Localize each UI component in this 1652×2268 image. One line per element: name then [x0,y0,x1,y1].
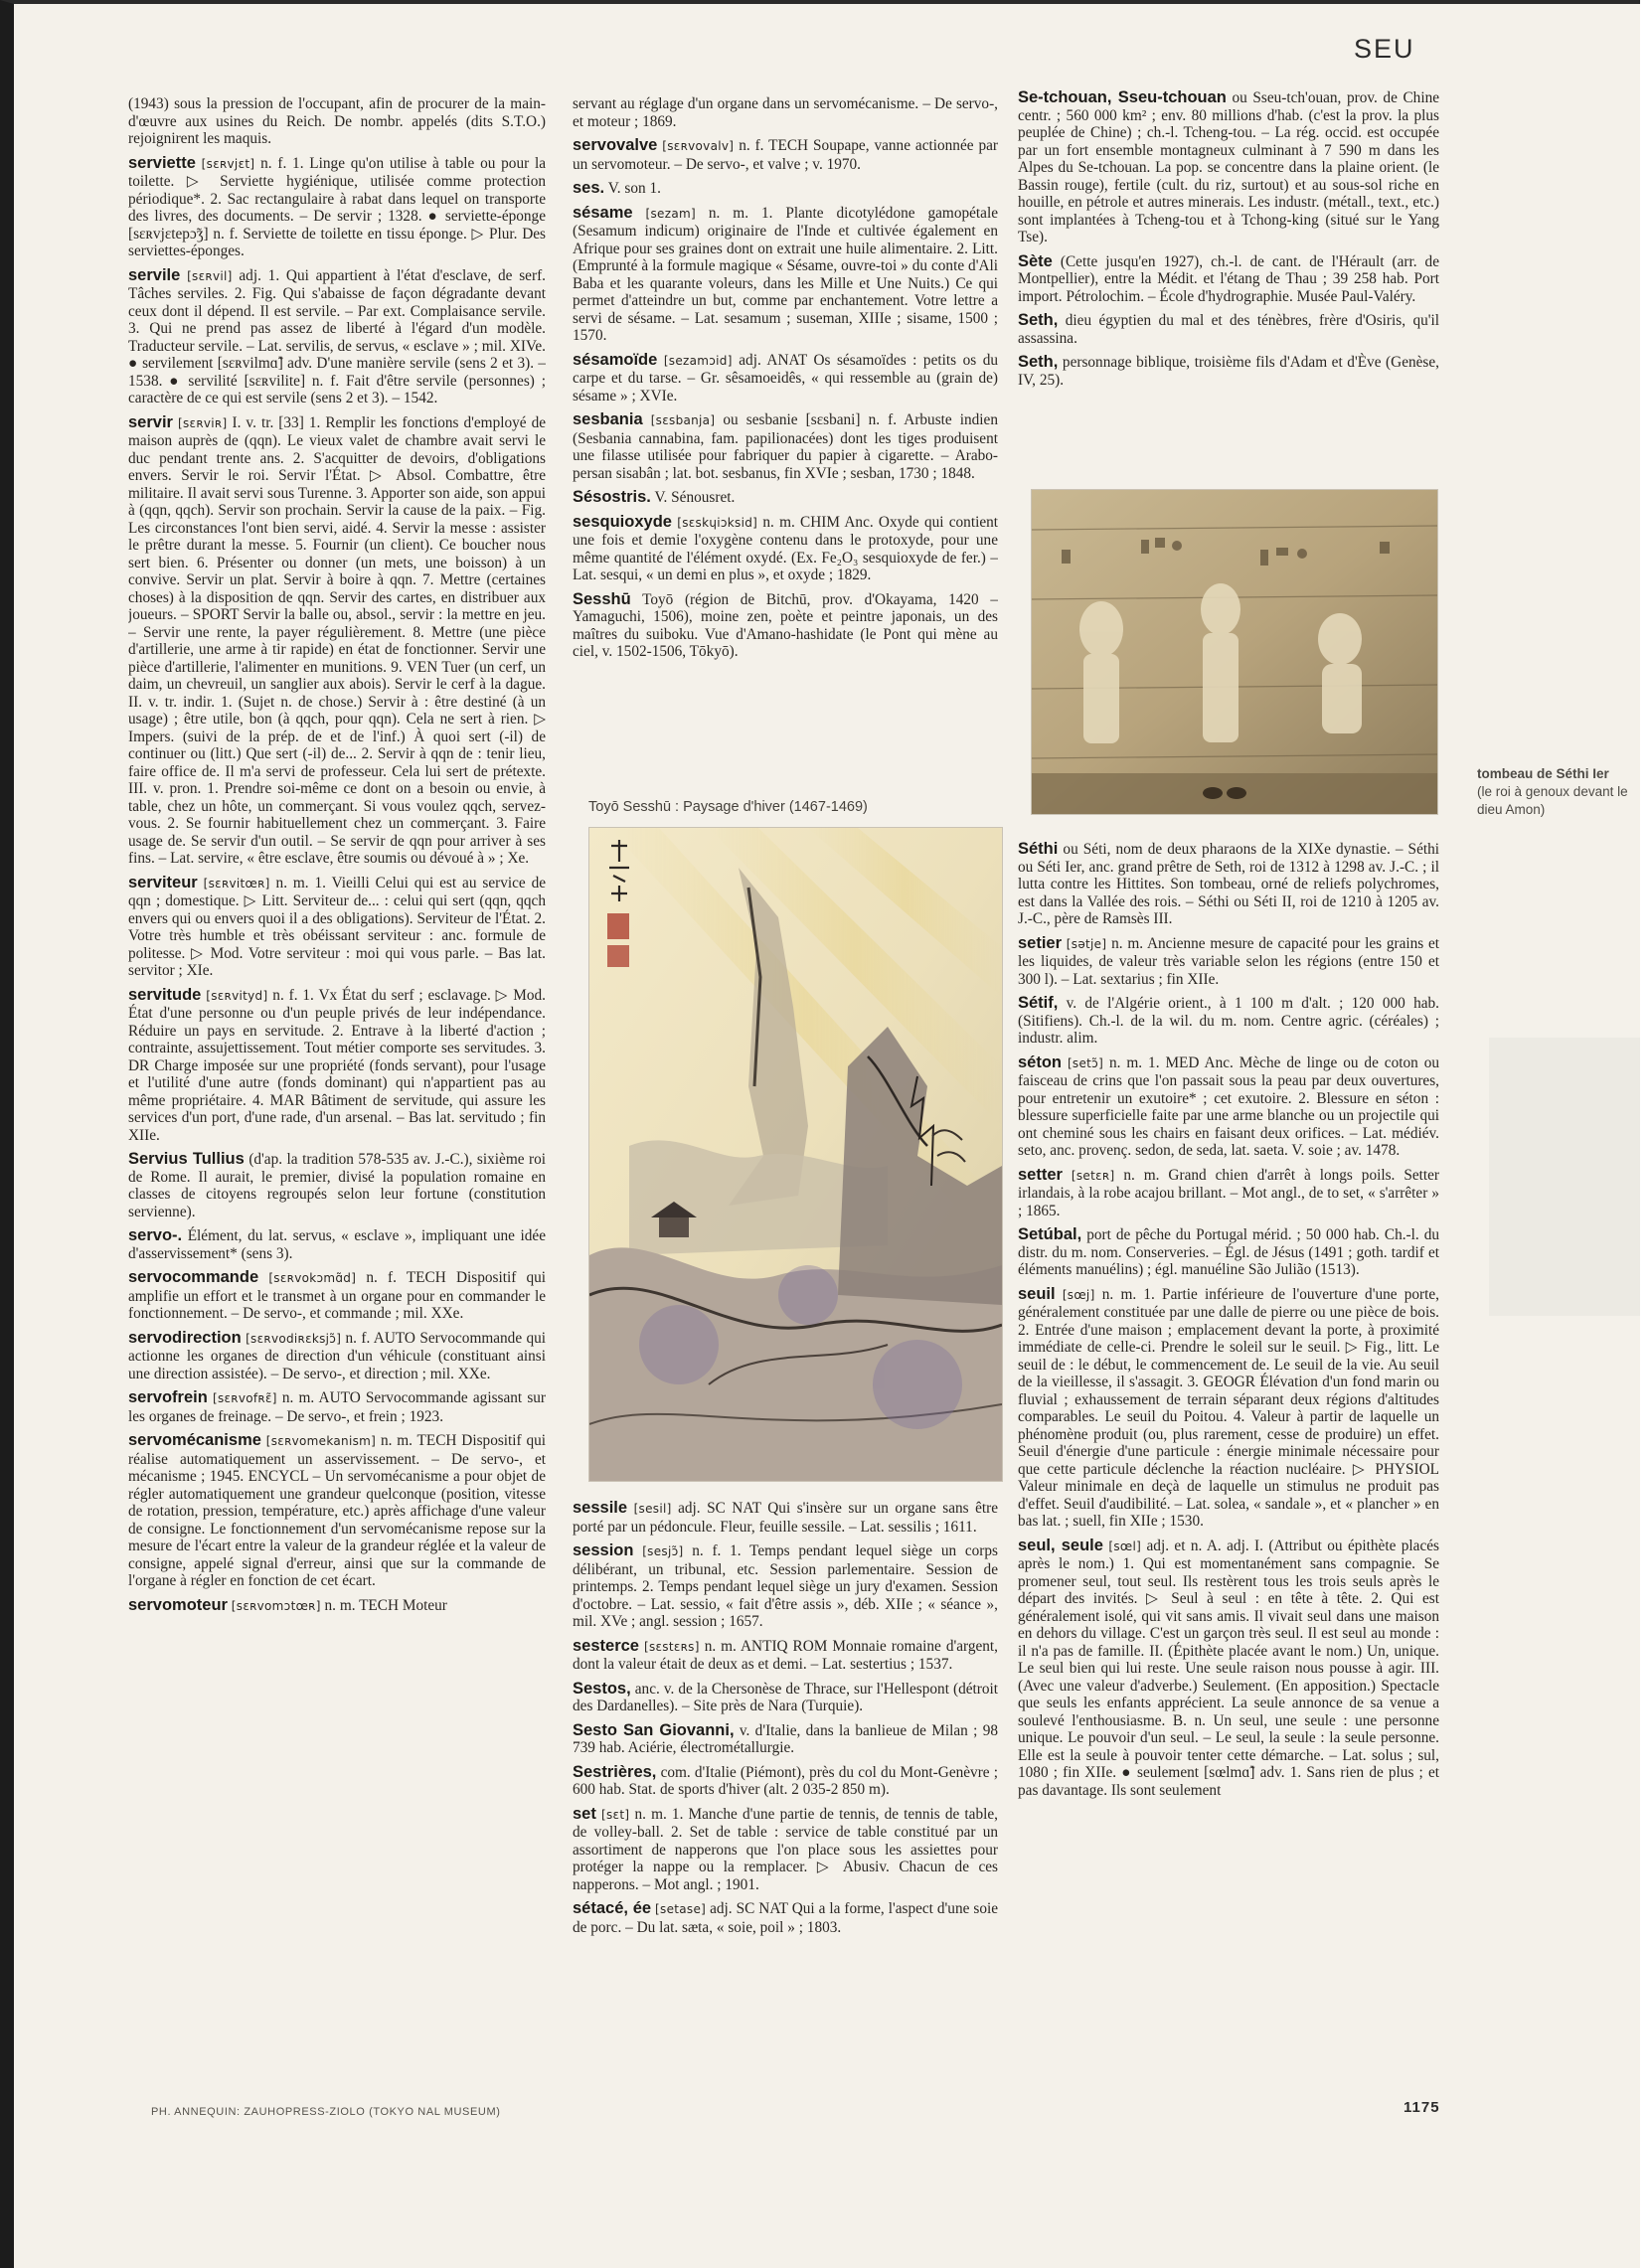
entry-headword: servo-. [128,1226,183,1244]
show-through-mark [1489,1038,1640,1316]
entry-pronunciation: [sɛt] [601,1807,630,1822]
dictionary-entry [573,352,998,405]
entry-definition: I. v. tr. [33] 1. Remplir les fonctions d'employé de maison auprès de (qqn). Le vieux valet de chambre avait servi le duc pendant trente ans. 2. S'acquitter de devoirs, d'obligations envers. Servir le roi. Servir l'État. ▷ Absol. Combattre, être militaire. Il avait servi sous Turenne. 3. Apporter son aide, son appui à (qqn, qqch). Servir son prochain. Servir la cause de la paix. – Fig. Les circonstances l'ont bien servi, aidé. 4. Servir la messe : assister le prêtre durant la messe. 5. Fournir (un client). Ce boucher nous sert bien. 6. Présenter ou donner (un mets, une boisson) à un convive. Servir un plat. Servir à boire à qqn. 7. Mettre (certaines choses) à la disposition de qqn. Servir des cartes, en distribuer aux joueurs. – SPORT Servir la balle ou, absol., servir : la mettre en jeu. – Servir une rente, la payer régulièrement. 8. Mettre (une pièce d'artillerie, une arme à tir rapide) en état de fonctionner. Servir une pièce d'artillerie, l'alimenter en munitions. 9. VEN Tuer (un cerf, un daim, un chevreuil, un sanglier aux abois). Servir le cerf à la dague. II. v. tr. indir. 1. (Sujet n. de chose.) Servir à : être destiné (à un usage) ; être utile, bon (à qqch, pour qqn). Cela ne sert à rien. ▷ Impers. (suivi de la prép. de et de l'inf.) À quoi sert (-il) de continuer ou (litt.) Que sert (-il) de... 2. Servir à qqn de : tenir lieu, faire office de. Il m'a servi de professeur. Cela lui sert de prétexte. III. v. pron. 1. Prendre soi-même ce dont on a besoin ou envie, à table, chez un hôte, un commerçant. Si vous voulez qqch, servez-vous. 2. Se fournir habituellement chez un commerçant. 3. Faire usage de. Se servir d'un outil. – Se servir de qqn pour arriver à ses fins. – Lat. servire, « être esclave, être soumis ou dévoué à » ; Xe. [128,413,546,867]
dictionary-entry [128,1151,546,1220]
entry-headword: Sestos, [573,1679,631,1698]
sethi-tomb-relief-photo [1031,489,1438,815]
entry-definition: Toyō (région de Bitchū, prov. d'Okayama, 1420 – Yamaguchi, 1506), moine zen, poète et peintre japonais, un des maîtres du suiboku. Vue d'Amano-hashidate (le Pont qui mène au ciel, v. 1502-1506, Tōkyō). [573,590,998,660]
entry-definition: V. son 1. [607,180,661,197]
entry-definition: n. f. TECH Dispositif qui amplifie un effort et le transmet à un organe pour en commander le fonctionnement. – De servo-, et commande ; mil. XXe. [128,1269,546,1322]
entry-pronunciation: [sɛʀvityd] [206,988,268,1003]
relief-caption-title: tombeau de Séthi Ier [1477,766,1609,781]
entry-definition: n. f. AUTO Servocommande qui actionne les organes de direction d'un véhicule (constituant ainsi une direction assistée). – De servo-, et direction ; mil. XXe. [128,1329,546,1382]
entry-pronunciation: [sɛskɥiɔksid] [677,515,758,530]
relief-caption-description: (le roi à genoux devant le dieu Amon) [1477,784,1628,817]
entry-headword: Sesshū [573,589,631,608]
entry-headword: sésamoïde [573,350,658,369]
entry-headword: servitude [128,985,202,1004]
entry-headword: Seth, [1018,311,1059,329]
entry-headword: servir [128,412,173,431]
dictionary-entry [1018,1226,1439,1279]
photo-credit: PH. ANNEQUIN: ZAUHOPRESS-ZIOLO (TOKYO NAL MUSEUM) [151,2106,501,2118]
entry-pronunciation: [setɔ̃] [1067,1055,1104,1070]
entry-headword: sétacé, ée [573,1899,652,1917]
entry-headword: ses. [573,179,605,197]
dictionary-entry [1018,995,1439,1048]
entry-definition: n. m. TECH Moteur [324,1596,447,1614]
entry-definition: (d'ap. la tradition 578-535 av. J.-C.), sixième roi de Rome. Il aurait, le premier, divisé la population romaine en classes de citoyens regroupés selon leur fortune (constitution servienne). [128,1151,546,1220]
entry-headword: séton [1018,1053,1063,1071]
entry-definition: n. f. 1. Vx État du serf ; esclavage. ▷ Mod. État d'une personne ou d'un peuple privés de leur indépendance. Réduire un pays en servitude. 2. Entrave à la liberté d'action ; contrainte, assujettissement. Tout métier comporte ses servitudes. 3. DR Charge imposée sur une propriété (fonds servant), pour l'usage et l'utilité d'une autre (fonds dominant) qui n'appartient pas au même propriétaire. 4. MAR Bâtiment de servitude, qui assure les services d'un port, d'une rade, d'un arsenal. – Bas lat. servitudo ; fin XIIe. [128,986,546,1144]
entry-definition: n. m. TECH Dispositif qui réalise automatiquement un asservissement. – De servo-, et mécanisme ; 1945. ENCYCL – Un servomécanisme a pour objet de régler automatiquement une grandeur quelconque (position, vitesse de rotation, pression, température, etc.) après affichage d'une valeur de consigne. Le fonctionnement d'un servomécanisme repose sur la mesure de l'écart entre la valeur de la grandeur réglée et la valeur de consigne, appelé signal d'erreur, ainsi que sur la commande de l'organe à régler en fonction de cet écart. [128,1432,546,1589]
entry-definition: V. Sénousret. [654,489,736,506]
column-3-upper [1018,89,1439,487]
entry-definition: Élément, du lat. servus, « esclave », impliquant une idée d'asservissement* (sens 3). [128,1227,546,1262]
dictionary-entry [573,1764,998,1799]
entry-pronunciation: [sesil] [633,1502,672,1516]
dictionary-entry [573,1900,998,1936]
entry-headword: Sète [1018,251,1053,270]
entry-definition: n. f. 1. Temps pendant lequel siège un corps délibérant, un tribunal, etc. Session parlementaire. Session de printemps. 2. Temps pendant lequel siège un jury d'examen. Session d'octobre. – Lat. sessio, « fait d'être assis », déb. XIIe ; « séance », mil. XVe ; angl. session ; 1657. [573,1542,998,1630]
entry-pronunciation: [setɛʀ] [1071,1168,1115,1183]
dictionary-entry [1018,935,1439,989]
entry-definition: adj. SC NAT Qui a la forme, l'aspect d'une soie de porc. – Du lat. sæta, « soie, poil » ; 1803. [573,1900,998,1936]
entry-definition: n. f. 1. Linge qu'on utilise à table ou pour la toilette. ▷ Serviette hygiénique, utilisée comme protection périodique*. 2. Sac rectangulaire à rabat dans lequel on transporte des livres, des documents. – De servir ; 1328. ● serviette-éponge [sɛʀvjɛtepɔ̃ʒ] n. f. Serviette de toilette en tissu éponge. ▷ Plur. Des serviettes-éponges. [128,154,546,259]
entry-headword: setier [1018,933,1063,952]
dictionary-entry [573,489,998,507]
dictionary-entry [573,1681,998,1715]
entry-definition: dieu égyptien du mal et des ténèbres, frère d'Osiris, qu'il assassina. [1018,312,1439,347]
dictionary-entry [1018,1286,1439,1531]
dictionary-entry [1018,312,1439,347]
entry-definition: n. m. ANTIQ ROM Monnaie romaine d'argent, dont la valeur était de deux as et demi. – Lat. sestertius ; 1537. [573,1637,998,1673]
entry-pronunciation: [sœj] [1062,1287,1095,1302]
entry-pronunciation: [sezam] [645,206,696,221]
entry-definition: (1943) sous la pression de l'occupant, afin de procurer de la main-d'œuvre aux usines du Reich. De nombr. appelés (dits S.T.O.) rejoignirent les maquis. [128,95,546,147]
entry-definition: n. m. 1. Manche d'une partie de tennis, de tennis de table, de volley-ball. 2. Set de table : service de table constitué par un assortiment de napperons que l'on place sous les assiettes pour protéger la nappe ou la remplacer. ▷ Abusiv. Chacun de ces napperons. – Mot angl. ; 1901. [573,1805,998,1893]
relief-illustration [1032,490,1437,814]
dictionary-entry [1018,1054,1439,1160]
running-head: SEU [1354,34,1415,64]
dictionary-entry [573,1500,998,1536]
dictionary-entry [573,137,998,173]
entry-definition: adj. SC NAT Qui s'insère sur un organe sans être porté par un pédoncule. Fleur, feuille sessile. – Lat. sessilis ; 1611. [573,1500,998,1536]
entry-headword: Sestrières, [573,1762,657,1781]
dictionary-entry [573,411,998,482]
sesshu-winter-landscape-painting [588,827,1003,1482]
entry-definition: n. m. 1. Plante dicotylédone gamopétale (Sesamum indicum) originaire de l'Inde et cultivée également en Afrique pour ses graines dont on extrait une huile alimentaire. 2. Litt. (Emprunté à la formule magique « Sésame, ouvre-toi » du conte d'Ali Baba et les quarante voleurs, dans les Mille et Une Nuits.) Ce qui permet d'atteindre un but, comme par enchantement. Votre lettre a servi de sésame. – Lat. sesamum ; suseman, XIIIe ; sisame, 1500 ; 1570. [573,204,998,344]
entry-headword: Setúbal, [1018,1225,1082,1243]
entry-definition: ou sesbanie [sɛsbani] n. f. Arbuste indien (Sesbania cannabina, fam. papilionacées) dont les tiges produisent une filasse utilisée pour fabriquer du papier à cigarette. – Arabo-persan sisabân ; lat. bot. sesbanus, fin XVIe ; sesban, 1730 ; 1848. [573,411,998,482]
entry-headword: Sésostris. [573,488,651,506]
entry-headword: sessile [573,1500,628,1517]
entry-definition: n. m. 1. MED Anc. Mèche de linge ou de coton ou faisceau de crins que l'on passait sous la peau par deux ouvertures, pour entretenir un exutoire* ; cet exutoire. 2. Blessure en séton : blessure superficielle faite par une arme blanche ou un projectile qui ont cheminé sous les chairs en faisant deux orifices. – Lat. médiév. seto, anc. provenç. sedon, de seda, lat. saeta. V. soie ; av. 1478. [1018,1053,1439,1159]
dictionary-entry [128,155,546,260]
entry-headword: servovalve [573,136,658,154]
dictionary-entry [1018,354,1439,389]
entry-definition: adj. ANAT Os sésamoïdes : petits os du carpe et du tarse. – Gr. sêsamoeidês, « qui ressemble au (grain de) sésame » ; XVIe. [573,351,998,405]
entry-pronunciation: [sɛstɛʀs] [643,1639,700,1654]
dictionary-entry [1018,1538,1439,1800]
dictionary-entry [1018,89,1439,246]
entry-definition: n. m. CHIM Anc. Oxyde qui contient une fois et demie l'oxygène contenu dans le protoxyde, pour une même quantité de l'élément oxydé. (Ex. Fe₂O₃ sesquioxyde de fer.) – Lat. sesqui, « un demi en plus », et oxyde ; 1829. [573,513,998,583]
entry-definition: port de pêche du Portugal mérid. ; 50 000 hab. Ch.-l. du distr. du m. nom. Conserveries. – Égl. de Jésus (1491 ; goth. tardif et éléments manuélins) ; égl. manuéline São Julião (1513). [1018,1226,1439,1278]
entry-headword: setter [1018,1165,1063,1184]
dictionary-entry [1018,1167,1439,1220]
entry-definition: n. m. AUTO Servocommande agissant sur les organes de freinage. – De servo-, et frein ; 1923. [128,1389,546,1425]
entry-pronunciation: [sɛʀvokɔmɑ̃d] [268,1271,357,1285]
entry-headword: sesterce [573,1636,639,1655]
dictionary-entry [1018,253,1439,306]
entry-pronunciation: [sɛʀvodiʀɛksjɔ̃] [246,1331,342,1346]
dictionary-entry [1018,841,1439,928]
dictionary-entry [128,987,546,1145]
entry-definition: ou Séti, nom de deux pharaons de la XIXe dynastie. – Séthi ou Séti Ier, anc. grand prêtre de Seth, roi de 1312 à 1298 av. J.-C. ; il lutta contre les Hittites. Son tombeau, orné de reliefs polychromes, est dans la Vallée des rois. – Séthi ou Séti II, roi de 1210 à 1205 av. J.-C., père de Ramsès III. [1018,841,1439,927]
dictionary-entry [573,180,998,198]
entry-pronunciation: [sezamɔid] [663,353,733,368]
entry-headword: serviteur [128,873,198,891]
column-2-lower [573,1500,998,2086]
entry-headword: Séthi [1018,841,1059,858]
dictionary-entry [128,1227,546,1262]
entry-headword: Se-tchouan, Sseu-tchouan [1018,89,1227,106]
column-3-lower [1018,841,1439,2083]
entry-headword: Sétif, [1018,994,1059,1012]
entry-pronunciation: [sɛʀvil] [187,268,233,283]
dictionary-entry [128,95,546,148]
dictionary-entry [573,591,998,661]
dictionary-entry [573,1542,998,1631]
landscape-illustration [589,828,1002,1481]
entry-definition: n. m. 1. Vieilli Celui qui est au service de qqn ; domestique. ▷ Litt. Serviteur de... : celui qui sert (qqn, qqch envers qui ou envers quoi il a des obligations). Serviteur de l'État. 2. Votre très humble et très obéissant serviteur : anc. formule de politesse. ▷ Mod. Votre serviteur : moi qui vous parle. – Bas lat. servitor ; XIe. [128,874,546,979]
dictionary-entry [128,875,546,980]
entry-pronunciation: [sɛʀvjɛt] [201,156,255,171]
column-2-upper [573,95,998,791]
entry-definition: n. f. TECH Soupape, vanne actionnée par un servomoteur. – De servo-, et valve ; v. 1970. [573,137,998,173]
dictionary-entry [128,267,546,407]
entry-pronunciation: [setase] [655,1902,707,1916]
entry-pronunciation: [sɛʀvitœʀ] [203,876,270,891]
entry-headword: sesquioxyde [573,512,672,531]
entry-definition: com. d'Italie (Piémont), près du col du Mont-Genèvre ; 600 hab. Stat. de sports d'hiver (alt. 2 035-2 850 m). [573,1763,998,1798]
dictionary-entry [128,1269,546,1323]
entry-pronunciation: [sɛʀvovalv] [662,139,735,153]
dictionary-entry [128,1432,546,1590]
entry-headword: sésame [573,203,633,222]
entry-headword: seul, seule [1018,1536,1103,1554]
entry-headword: seuil [1018,1284,1056,1303]
dictionary-entry [128,1330,546,1383]
entry-definition: v. d'Italie, dans la banlieue de Milan ; 98 739 hab. Aciérie, électrométallurgie. [573,1721,998,1756]
entry-headword: servocommande [128,1268,259,1286]
entry-definition: n. m. Grand chien d'arrêt à longs poils. Setter irlandais, à la robe acajou brillant. – Mot angl., de to set, « s'arrêter » ; 1865. [1018,1166,1439,1219]
entry-headword: session [573,1541,634,1559]
entry-headword: Sesto San Giovanni, [573,1720,735,1739]
dictionary-entry [573,514,998,584]
entry-pronunciation: [sɛsbanja] [650,413,716,427]
entry-definition: servant au réglage d'un organe dans un servomécanisme. – De servo-, et moteur ; 1869. [573,95,998,130]
entry-definition: anc. v. de la Chersonèse de Thrace, sur l'Hellespont (détroit des Dardanelles). – Site près de Nara (Turquie). [573,1680,998,1714]
entry-pronunciation: [sɛʀviʀ] [178,415,228,430]
entry-pronunciation: [sɛʀvomekanism] [265,1434,377,1448]
dictionary-entry [128,1597,546,1616]
entry-definition: adj. 1. Qui appartient à l'état d'esclave, de serf. Tâches serviles. 2. Fig. Qui s'abaisse de façon dégradante devant ceux dont il dépend. Il est servile. – Par ext. Complaisance servile. 3. Qui ne prend pas assez de liberté à l'égard d'un modèle. Traducteur servile. – Lat. servilis, de servus, « esclave » ; mil. XIVe. ● servilement [sɛʀvilmɑ̃] adv. D'une manière servile (sens 2 et 3). – 1538. ● servilité [sɛʀvilite] n. f. Fait d'être servile (personnes) ; caractère de ce qui est servile (sens 2 et 3). – 1542. [128,266,546,406]
entry-headword: servomécanisme [128,1431,261,1449]
dictionary-entry [573,205,998,345]
dictionary-entry [573,95,998,130]
column-1 [128,95,546,2083]
entry-headword: set [573,1804,596,1823]
entry-headword: Servius Tullius [128,1150,245,1168]
entry-pronunciation: [sɛʀvofʀɛ̃] [212,1391,277,1405]
dictionary-entry [573,1638,998,1674]
dictionary-entry [128,1389,546,1425]
relief-caption [1477,765,1640,819]
dictionary-entry [573,1806,998,1894]
entry-headword: Seth, [1018,353,1059,371]
entry-pronunciation: [sesjɔ̃] [642,1544,684,1558]
entry-definition: v. de l'Algérie orient., à 1 100 m d'alt. ; 120 000 hab. (Sitifiens). Ch.-l. de la wil. du m. nom. Centre agric. (céréales) ; industr. alim. [1018,995,1439,1047]
dictionary-entry [128,414,546,868]
entry-definition: adj. et n. A. adj. I. (Attribut ou épithète placés après le nom.) 1. Qui est momentanément sans compagnie. Se promener seul, tout seul. Ils restèrent tous les trois seuls après le départ des invités. ▷ Seul à seul : en tête à tête. 2. Qui est généralement isolé, qui vit sans amis. Il vivait seul dans une maison en dehors du village. C'est un garçon très seul. Il est seul au monde : il n'a pas de famille. II. (Épithète placée avant le nom.) Un, unique. Le seul bien qui lui reste. Une seule raison nous pousse à agir. III. (Avec une valeur d'adverbe.) Seulement. (En apposition.) Spectacle que seuls les enfants apprécient. La seule annonce de sa venue a soulevé l'enthousiasme. B. n. Un seul, une seule : une personne unique. Le pouvoir d'un seul. – Le seul, la seule : la seule personne. Elle est la seule à pouvoir tenter cette démarche. – Lat. solus ; sul, 1080 ; fin XIIe. ● seulement [sœlmɑ̃] adv. 1. Sans rien de plus ; et pas davantage. Ils sont seulement [1018,1537,1439,1799]
entry-headword: servomoteur [128,1595,228,1614]
dictionary-entry [573,1722,998,1757]
entry-headword: sesbania [573,410,643,428]
entry-headword: servodirection [128,1328,242,1347]
entry-pronunciation: [sœl] [1108,1539,1142,1553]
landscape-caption: Toyō Sesshū : Paysage d'hiver (1467-1469) [588,799,868,815]
entry-definition: ou Sseu-tch'ouan, prov. de Chine centr. ; 560 000 km² ; env. 80 millions d'hab. (c'est la prov. la plus peuplée de Chine) ; ch.-l. Tcheng-tou. – La rég. occid. est occupée par un fort ensemble montagneux culminant à 7 590 m dans les Alpes du Se-tchouan. La pop. se concentre dans la plaine orient. (le Bassin rouge), fertile (cult. du riz, surtout) et au sous-sol riche en houille, en pétrole et autres minerais. Les industr. (métall., text., etc.) sont implantées à Tcheng-tou et à Tchong-king (situé sur le Yang Tse). [1018,89,1439,245]
page-number: 1175 [1404,2099,1440,2116]
entry-definition: n. m. Ancienne mesure de capacité pour les grains et les liquides, de valeur très variable selon les régions (entre 150 et 300 l). – Lat. sextarius ; fin XIIe. [1018,934,1439,988]
entry-pronunciation: [sətje] [1066,936,1107,951]
entry-headword: servile [128,265,181,284]
entry-pronunciation: [sɛʀvomɔtœʀ] [231,1598,321,1613]
entry-definition: (Cette jusqu'en 1927), ch.-l. de cant. de l'Hérault (arr. de Montpellier), entre la Médit. et l'étang de Thau ; 39 258 hab. Port import. Pétrolochim. – École d'hydrographie. Musée Paul-Valéry. [1018,252,1439,305]
entry-definition: personnage biblique, troisième fils d'Adam et d'Ève (Genèse, IV, 25). [1018,354,1439,389]
entry-headword: serviette [128,153,196,172]
entry-definition: n. m. 1. Partie inférieure de l'ouverture d'une porte, généralement constituée par une dalle de pierre ou une pièce de bois. 2. Entrée d'une maison ; emplacement devant la porte, à proximité immédiate de celle-ci. Prendre le soleil sur le seuil. ▷ Fig., litt. Le seuil de : le début, le commencement de. Le seuil de la vie. Au seuil de la vieillesse, il s'assagit. 3. GEOGR Élévation d'un fond marin ou fluvial ; exhaussement de terrain séparant deux régions d'altitudes comparables. Le seuil du Poitou. 4. Valeur à partir de laquelle un phénomène produit (ou, plus rarement, cesse de produire) un effet. Seuil d'énergie d'une particule : énergie minimale nécessaire pour que cette particule déclenche la réaction nucléaire. ▷ PHYSIOL Valeur minimale en deçà de laquelle un stimulus ne produit pas d'effet. Seuil d'audibilité. – Lat. solea, « sandale », et « plancher » en bas lat. ; suell, fin XIIe ; 1530. [1018,1285,1439,1530]
entry-headword: servofrein [128,1388,208,1406]
